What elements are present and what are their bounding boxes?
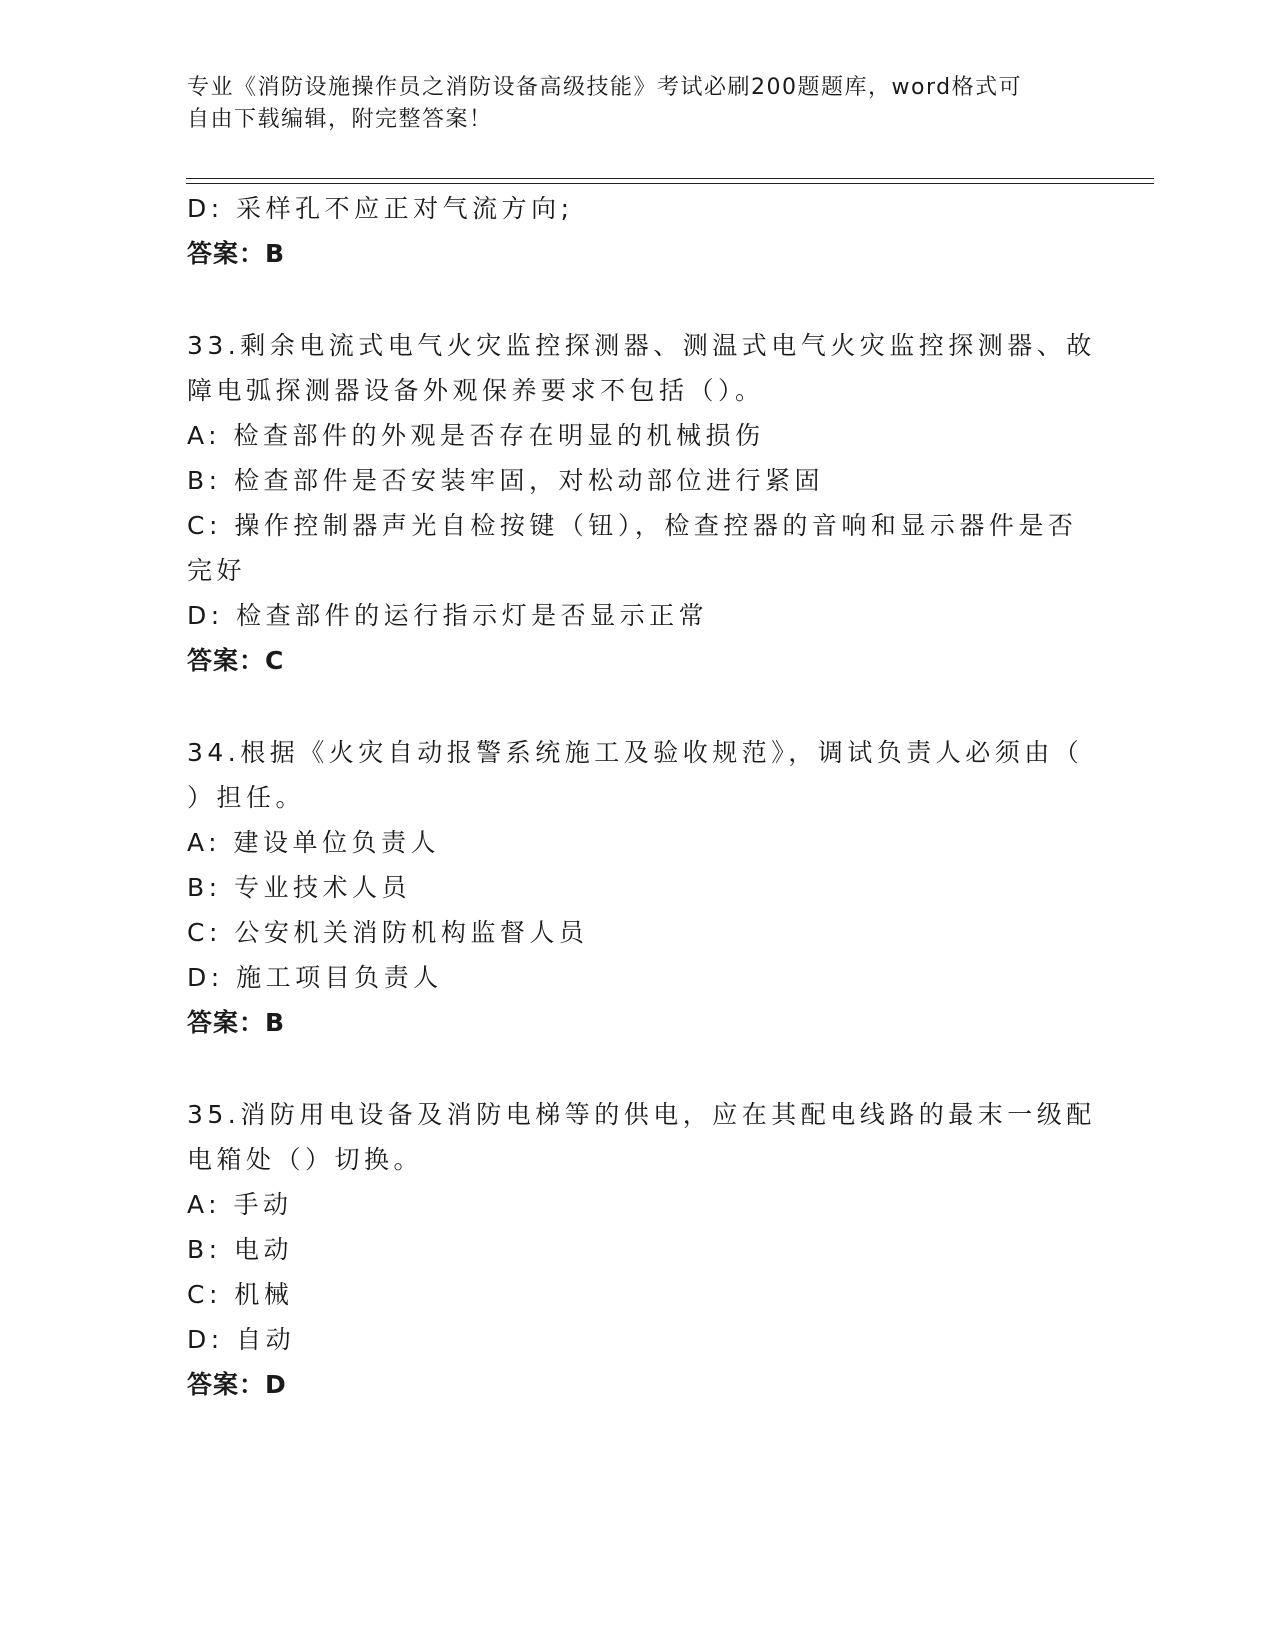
question-text-line-1: 35.消防用电设备及消防电梯等的供电，应在其配电线路的最末一级配 xyxy=(187,1100,1096,1129)
option-b: B: 电动 xyxy=(187,1235,294,1264)
header-line-1: 专业《消防设施操作员之消防设备高级技能》考试必刷200题题库，word格式可 xyxy=(187,75,1023,100)
header-divider-bottom xyxy=(186,183,1154,184)
option-d: D: 检查部件的运行指示灯是否显示正常 xyxy=(187,601,709,630)
question-text-line-2: 电箱处（）切换。 xyxy=(187,1145,424,1174)
question-text-line-1: 33.剩余电流式电气火灾监控探测器、测温式电气火灾监控探测器、故 xyxy=(187,331,1096,360)
option-d: D: 自动 xyxy=(187,1325,296,1354)
question-34 xyxy=(187,730,1087,1045)
option-d: D: 采样孔不应正对气流方向; xyxy=(187,194,574,223)
question-text-line-2: ）担任。 xyxy=(187,783,306,812)
answer: 答案：C xyxy=(187,646,285,675)
option-b: B: 检查部件是否安装牢固，对松动部位进行紧固 xyxy=(187,466,825,495)
prev-question-tail xyxy=(187,186,1087,276)
question-33 xyxy=(187,323,1096,683)
document-header xyxy=(187,72,1087,136)
document-body xyxy=(187,186,1096,1407)
option-a: A: 建设单位负责人 xyxy=(187,828,441,857)
answer: 答案：B xyxy=(187,1008,286,1037)
option-c: C: 公安机关消防机构监督人员 xyxy=(187,918,589,947)
question-text-line-2: 障电弧探测器设备外观保养要求不包括（）。 xyxy=(187,376,765,405)
header-divider-top xyxy=(186,178,1154,179)
option-d: D: 施工项目负责人 xyxy=(187,963,443,992)
option-c-line-2: 完好 xyxy=(187,556,247,585)
option-c: C: 机械 xyxy=(187,1280,294,1309)
option-c-line-1: C: 操作控制器声光自检按键（钮），检查控器的音响和显示器件是否 xyxy=(187,511,1078,540)
option-a: A: 检查部件的外观是否存在明显的机械损伤 xyxy=(187,421,765,450)
option-a: A: 手动 xyxy=(187,1190,293,1219)
question-text-line-1: 34.根据《火灾自动报警系统施工及验收规范》，调试负责人必须由（ xyxy=(187,738,1084,767)
answer: 答案：B xyxy=(187,239,286,268)
option-b: B: 专业技术人员 xyxy=(187,873,412,902)
question-35 xyxy=(187,1092,1096,1407)
header-line-2: 自由下载编辑，附完整答案！ xyxy=(187,107,493,132)
answer: 答案：D xyxy=(187,1370,287,1399)
